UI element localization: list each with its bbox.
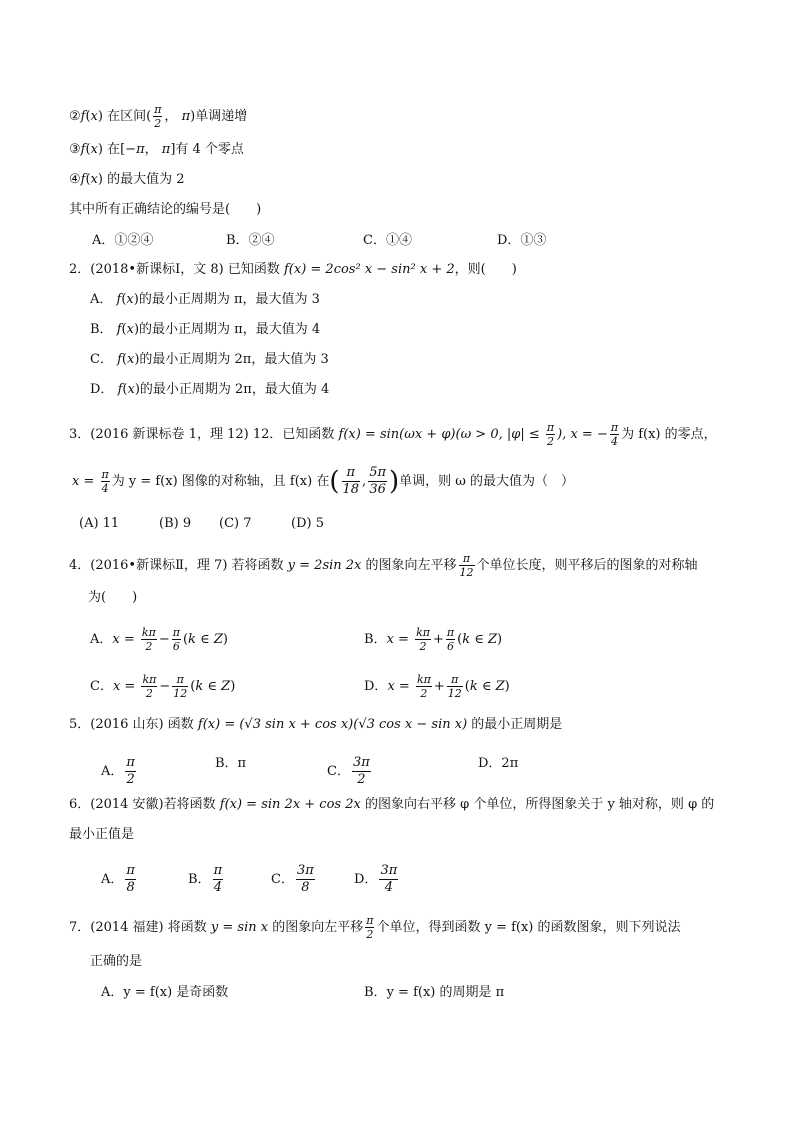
q6-stem <box>69 796 714 814</box>
q4-head: 4．(2016•新课标Ⅱ，理 7) 若将函数 <box>69 558 288 573</box>
fraction-pi-over-2: $\frac{\pi}{2}$ <box>366 914 374 941</box>
q2-option-d-label: D． <box>90 382 114 397</box>
q3-head: 3．(2016 新课标卷 1，理 12) 12．已知函数 <box>69 427 339 442</box>
q2-option-d-text: 的最小正周期为 2π，最大值为 4 <box>139 382 330 397</box>
q6-option-a-label: A． <box>101 872 124 887</box>
q1-option-d: D．①③ <box>497 233 547 248</box>
statement-3: ③f(x) 在[−π， π]有 4 个零点 <box>69 142 244 157</box>
q2-option-c-label: C． <box>90 352 113 367</box>
q5-option-c: C． $\frac{3\pi}{2}$ <box>327 755 370 787</box>
q5-function: f(x) = (√3 sin x + cos x)(√3 cos x − sin x) <box>197 717 468 732</box>
q2-option-c: C． f(x)的最小正周期为 2π，最大值为 3 <box>90 352 329 367</box>
q4-option-a-label: A． <box>90 632 113 647</box>
q6-option-c-label: C． <box>271 872 294 887</box>
statement-4: ④f(x) 的最大值为 2 <box>69 172 185 187</box>
q2-option-b-text: 的最小正周期为 π，最大值为 4 <box>139 322 321 337</box>
q6-option-d: D． $\frac{3\pi}{4}$ <box>354 863 398 895</box>
q3-mid2: 为 f(x) 的零点， <box>621 427 717 442</box>
fraction-pi-over-4: $\frac{\pi}{4}$ <box>101 468 109 495</box>
q4-option-d-label: D． <box>364 679 388 694</box>
q4-option-b-label: B． <box>364 632 387 647</box>
q1-ask: 其中所有正确结论的编号是( ) <box>69 202 262 217</box>
q2-option-b: B． f(x)的最小正周期为 π，最大值为 4 <box>90 322 321 337</box>
statement-2-text-a: 在区间( <box>102 109 152 124</box>
q5-option-a-label: A． <box>101 764 124 779</box>
q7-option-b-label: B． <box>364 985 387 1000</box>
q2-option-a-label: A． <box>90 292 113 307</box>
q6-option-b-label: B． <box>188 872 211 887</box>
q3-option-b: (B) 9 <box>159 516 192 531</box>
q7-function: y = sin x <box>210 920 269 935</box>
statement-3-text-b: ， <box>144 142 162 157</box>
q3-stem-line1 <box>69 421 717 448</box>
q2-option-a-text: 的最小正周期为 π，最大值为 3 <box>138 292 320 307</box>
q3-option-a: (A) 11 <box>79 516 120 531</box>
q4-option-a: A．x = $\frac{k\pi}{2}$ − $\frac{\pi}{6}$ (k ∈ Z) <box>90 626 228 653</box>
q4-function: y = 2sin 2x <box>287 558 362 573</box>
q5-option-a: A． $\frac{\pi}{2}$ <box>101 755 135 787</box>
statement-3-number: ③ <box>69 142 81 157</box>
statement-2-text-b: ， <box>164 109 178 124</box>
q4-option-c: C．x = $\frac{k\pi}{2}$ − $\frac{\pi}{12}$ (k ∈ Z) <box>90 673 236 700</box>
q2-option-d: D． f(x)的最小正周期为 2π，最大值为 4 <box>90 382 330 397</box>
q5-tail: 的最小正周期是 <box>467 717 563 732</box>
q7-option-a-label: A． <box>101 985 124 1000</box>
q3-option-d: (D) 5 <box>291 516 324 531</box>
fraction-pi-over-12: $\frac{\pi}{12}$ <box>459 552 474 579</box>
fraction-5pi-over-36: $\frac{5\pi}{36}$ <box>369 465 387 497</box>
q7-mid: 的图象向左平移 <box>268 920 364 935</box>
q7-option-b <box>364 984 504 1002</box>
statement-4-text: 的最大值为 2 <box>102 172 185 187</box>
q3-option-c: (C) 7 <box>219 516 252 531</box>
q7-tail: 个单位，得到函数 y = f(x) 的函数图象，则下列说法 <box>376 920 681 935</box>
statement-3-text-c: ]有 4 个零点 <box>170 142 244 157</box>
q3-mid1: ), x = − <box>557 427 608 442</box>
q5-stem <box>69 716 562 734</box>
q7-stem <box>69 914 681 941</box>
q3-line2-c: 单调，则 ω 的最大值为（ ） <box>399 474 575 489</box>
q1-option-c: C．①④ <box>363 233 412 248</box>
q3-stem-line2: x = $\frac{\pi}{4}$ 为 y = f(x) 图像的对称轴，且 f(x) 在( $\frac{\pi}{18}$ , $\frac{5\pi}{36}$ )单调，则 ω 的最大值为（ ） <box>72 465 575 497</box>
q4-stem <box>69 552 698 579</box>
q4-tail: 个单位长度，则平移后的图象的对称轴 <box>476 558 698 573</box>
q2-option-a: A． f(x)的最小正周期为 π，最大值为 3 <box>90 292 320 307</box>
fraction-pi-over-4: $\frac{\pi}{4}$ <box>610 421 619 448</box>
q4-stem-line2: 为( ) <box>88 590 138 605</box>
q6-function: f(x) = sin 2x + cos 2x <box>219 797 361 812</box>
q7-head: 7．(2014 福建) 将函数 <box>69 920 211 935</box>
q6-head: 6．(2014 安徽)若将函数 <box>69 797 220 812</box>
q4-option-d: D．x = $\frac{k\pi}{2}$ + $\frac{\pi}{12}$ (k ∈ Z) <box>364 673 510 700</box>
q5-head: 5．(2016 山东) 函数 <box>69 717 198 732</box>
q3-line2-a: x = <box>72 474 99 489</box>
q6-option-b: B． $\frac{\pi}{4}$ <box>188 863 223 895</box>
q4-mid: 的图象向左平移 <box>361 558 457 573</box>
statement-2-number: ② <box>69 109 81 124</box>
q7-option-a-text: y = f(x) 是奇函数 <box>123 985 229 1000</box>
q6-option-a: A． $\frac{\pi}{8}$ <box>101 863 135 895</box>
q5-option-d: D．2π <box>478 756 519 771</box>
q7-option-a <box>101 984 228 1002</box>
fraction-pi-over-2: $\frac{\pi}{2}$ <box>154 103 162 130</box>
q5-option-c-label: C． <box>327 764 350 779</box>
fraction-pi-over-2: $\frac{\pi}{2}$ <box>546 421 555 448</box>
q2-stem <box>69 261 517 279</box>
statement-2-text-c: )单调递增 <box>190 109 248 124</box>
q3-function: f(x) = sin(ωx + φ)(ω > 0, |φ| ≤ <box>338 427 544 442</box>
q4-option-c-label: C． <box>90 679 113 694</box>
q6-option-c: C． $\frac{3\pi}{8}$ <box>271 863 314 895</box>
statement-3-text-a: 在[− <box>102 142 137 157</box>
fraction-pi-over-18: $\frac{\pi}{18}$ <box>342 465 360 497</box>
statement-4-number: ④ <box>69 172 81 187</box>
q6-stem-line2: 最小正值是 <box>69 827 135 842</box>
q2-option-c-text: 的最小正周期为 2π，最大值为 3 <box>139 352 329 367</box>
q3-line2-b: 为 y = f(x) 图像的对称轴，且 f(x) 在 <box>111 474 330 489</box>
statement-2: ②f(x) 在区间( $\frac{\pi}{2}$ ， π)单调递增 <box>69 103 248 130</box>
q7-option-b-text: y = f(x) 的周期是 π <box>386 985 505 1000</box>
q1-option-a: A．①②④ <box>92 233 154 248</box>
q6-option-d-label: D． <box>354 872 378 887</box>
q2-head: 2．(2018•新课标Ⅰ，文 8) 已知函数 <box>69 262 284 277</box>
q7-stem-line2: 正确的是 <box>90 954 143 969</box>
q4-option-b: B．x = $\frac{k\pi}{2}$ + $\frac{\pi}{6}$ (k ∈ Z) <box>364 626 503 653</box>
q6-tail: 的图象向右平移 φ 个单位，所得图象关于 y 轴对称，则 φ 的 <box>360 797 715 812</box>
q2-option-b-label: B． <box>90 322 113 337</box>
q2-tail: ，则( ) <box>454 262 517 277</box>
q5-option-b: B．π <box>215 756 247 771</box>
q2-function: f(x) = 2cos² x − sin² x + 2 <box>283 262 455 277</box>
q1-option-b: B．②④ <box>226 233 275 248</box>
